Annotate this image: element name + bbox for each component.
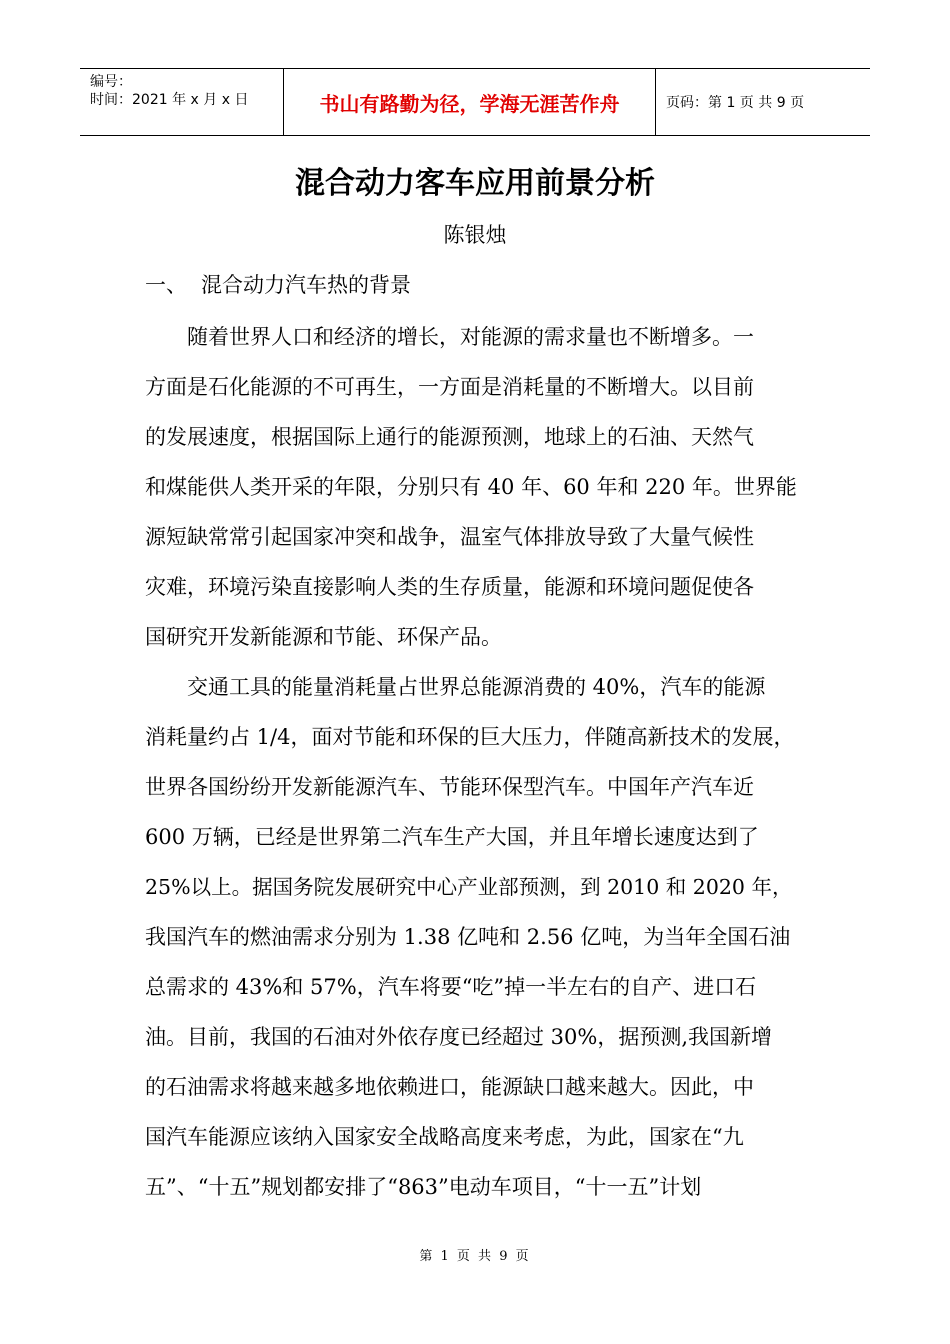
text-line: 总需求的 43%和 57%，汽车将要“吃”掉一半左右的自产、进口石 xyxy=(145,975,757,999)
text-line: 五”、“十五”规划都安排了“863”电动车项目，“十一五”计划 xyxy=(145,1175,702,1199)
text-line: 油。目前，我国的石油对外依存度已经超过 30%，据预测,我国新增 xyxy=(145,1025,773,1049)
text-line: 的石油需求将越来越多地依赖进口，能源缺口越来越大。因此，中 xyxy=(145,1075,754,1099)
section-label: 混合动力汽车热的背景 xyxy=(201,273,411,297)
header-page-info: 页码：第 1 页 共 9 页 xyxy=(666,95,805,111)
text-line: 方面是石化能源的不可再生，一方面是消耗量的不断增大。以目前 xyxy=(145,375,754,399)
text-line: 国研究开发新能源和节能、环保产品。 xyxy=(145,625,502,649)
paragraph-1 xyxy=(145,312,807,662)
text-line: 国汽车能源应该纳入国家安全战略高度来考虑，为此，国家在“九 xyxy=(145,1125,744,1149)
document-header xyxy=(80,68,870,136)
text-line: 我国汽车的燃油需求分别为 1.38 亿吨和 2.56 亿吨，为当年全国石油 xyxy=(145,925,791,949)
text-line: 随着世界人口和经济的增长，对能源的需求量也不断增多。一 xyxy=(145,325,754,349)
section-number: 一、 xyxy=(145,273,187,297)
section-heading xyxy=(145,270,411,300)
text-line: 25%以上。据国务院发展研究中心产业部预测，到 2010 和 2020 年， xyxy=(145,875,793,899)
header-motto: 书山有路勤为径，学海无涯苦作舟 xyxy=(283,69,656,135)
page-footer: 第 1 页 共 9 页 xyxy=(419,1249,531,1264)
text-line: 源短缺常常引起国家冲突和战争，温室气体排放导致了大量气候性 xyxy=(145,525,754,549)
document-body xyxy=(145,312,807,1212)
text-line: 和煤能供人类开采的年限，分别只有 40 年、60 年和 220 年。世界能 xyxy=(145,475,797,499)
header-code-label: 编号： xyxy=(90,74,132,90)
text-line: 世界各国纷纷开发新能源汽车、节能环保型汽车。中国年产汽车近 xyxy=(145,775,754,799)
document-title: 混合动力客车应用前景分析 xyxy=(295,166,655,201)
paragraph-2 xyxy=(145,662,807,1212)
header-time-label: 时间：2021 年 x 月 x 日 xyxy=(90,92,249,108)
text-line: 消耗量约占 1/4，面对节能和环保的巨大压力，伴随高新技术的发展， xyxy=(145,725,795,749)
text-line: 交通工具的能量消耗量占世界总能源消费的 40%，汽车的能源 xyxy=(145,675,766,699)
text-line: 600 万辆，已经是世界第二汽车生产大国，并且年增长速度达到了 xyxy=(145,825,759,849)
header-meta xyxy=(80,69,283,135)
document-author: 陈银烛 xyxy=(443,223,507,247)
text-line: 的发展速度，根据国际上通行的能源预测，地球上的石油、天然气 xyxy=(145,425,754,449)
text-line: 灾难，环境污染直接影响人类的生存质量，能源和环境问题促使各 xyxy=(145,575,754,599)
